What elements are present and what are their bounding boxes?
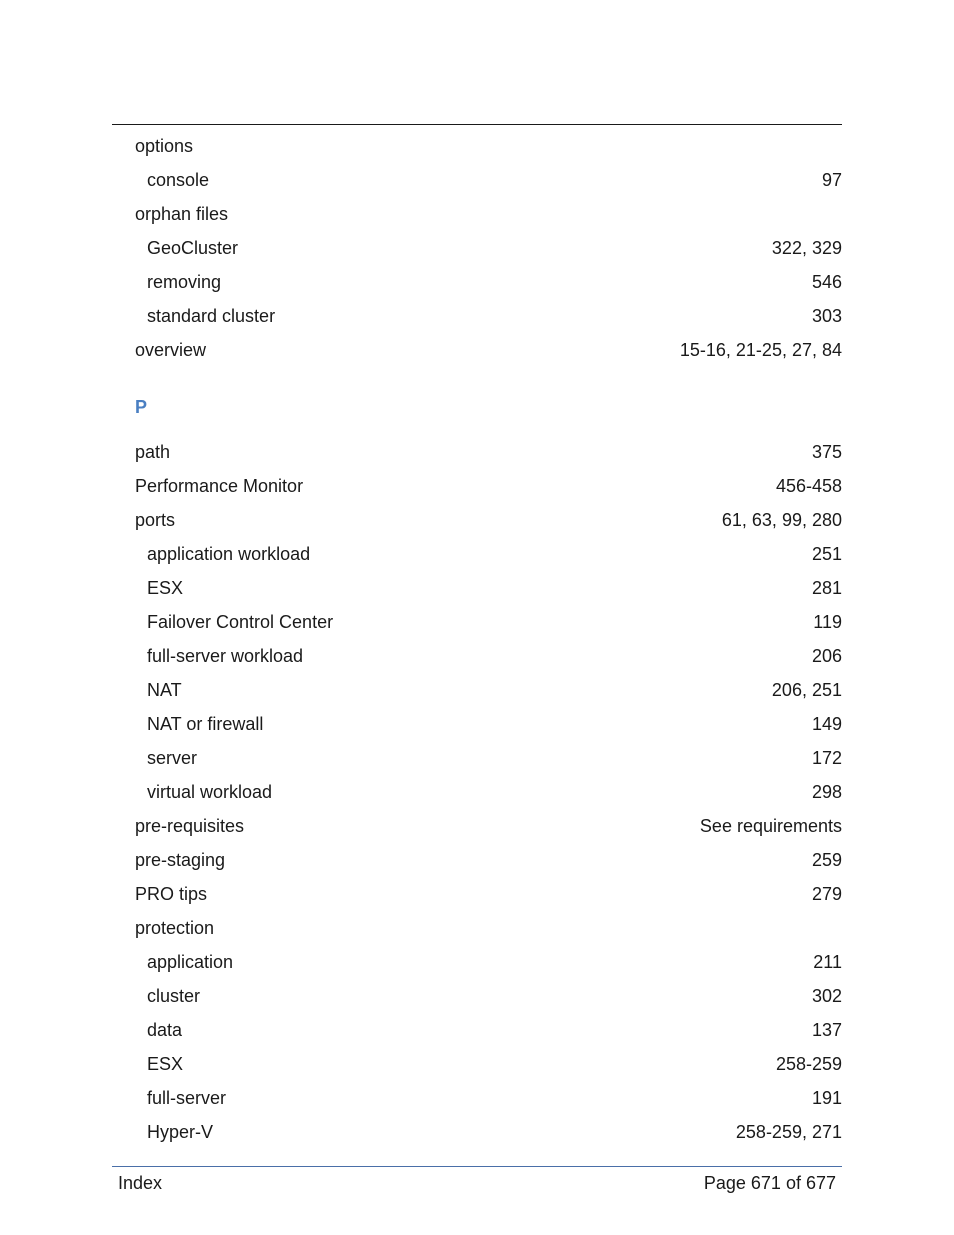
index-term: full-server bbox=[147, 1088, 227, 1108]
index-page-refs: 546 bbox=[811, 272, 842, 292]
index-page-refs: 97 bbox=[821, 170, 842, 190]
index-term: Performance Monitor bbox=[135, 476, 304, 496]
index-group-p bbox=[112, 435, 842, 1149]
index-term: NAT or firewall bbox=[147, 714, 264, 734]
index-page-refs: 119 bbox=[813, 612, 842, 632]
section-letter: P bbox=[135, 397, 148, 417]
index-entry bbox=[112, 129, 842, 163]
index-page-refs: 172 bbox=[811, 748, 842, 768]
index-group-o bbox=[112, 129, 842, 367]
index-page-refs: 191 bbox=[811, 1088, 842, 1108]
index-term: pre-requisites bbox=[135, 816, 245, 836]
index-term: protection bbox=[135, 918, 215, 938]
index-term: virtual workload bbox=[147, 782, 273, 802]
index-entry bbox=[112, 197, 842, 231]
index-page-refs: 279 bbox=[811, 884, 842, 904]
index-entry bbox=[112, 333, 842, 367]
index-page-refs: See requirements bbox=[699, 816, 842, 836]
index-term: server bbox=[147, 748, 198, 768]
index-term: removing bbox=[147, 272, 222, 292]
index-page-refs: 259 bbox=[811, 850, 842, 870]
index-page-refs: 206, 251 bbox=[771, 680, 842, 700]
index-subentry bbox=[112, 1047, 842, 1081]
index-entry bbox=[112, 877, 842, 911]
index-page-refs: 61, 63, 99, 280 bbox=[721, 510, 842, 530]
index-term: full-server workload bbox=[147, 646, 304, 666]
header-rule bbox=[112, 124, 842, 125]
index-entry bbox=[112, 435, 842, 469]
index-list bbox=[112, 129, 842, 1149]
index-subentry bbox=[112, 673, 842, 707]
index-subentry bbox=[112, 537, 842, 571]
index-term: ports bbox=[135, 510, 176, 530]
index-subentry bbox=[112, 979, 842, 1013]
index-entry bbox=[112, 469, 842, 503]
index-subentry bbox=[112, 265, 842, 299]
index-subentry bbox=[112, 571, 842, 605]
index-term: NAT bbox=[147, 680, 182, 700]
index-subentry bbox=[112, 741, 842, 775]
index-subentry bbox=[112, 299, 842, 333]
index-subentry bbox=[112, 1013, 842, 1047]
index-term: console bbox=[147, 170, 210, 190]
index-subentry bbox=[112, 639, 842, 673]
index-page-refs: 303 bbox=[811, 306, 842, 326]
index-term: PRO tips bbox=[135, 884, 208, 904]
index-page-refs: 298 bbox=[811, 782, 842, 802]
index-page-refs: 251 bbox=[811, 544, 842, 564]
index-term: pre-staging bbox=[135, 850, 226, 870]
index-page-refs: 322, 329 bbox=[771, 238, 842, 258]
index-term: options bbox=[135, 136, 194, 156]
index-subentry bbox=[112, 707, 842, 741]
index-page-refs: 206 bbox=[811, 646, 842, 666]
index-page-refs: 281 bbox=[811, 578, 842, 598]
index-page-refs: 258-259, 271 bbox=[735, 1122, 842, 1142]
index-term: overview bbox=[135, 340, 207, 360]
index-term: orphan files bbox=[135, 204, 229, 224]
index-term: Failover Control Center bbox=[147, 612, 334, 632]
index-page-refs: 149 bbox=[811, 714, 842, 734]
index-term: application bbox=[147, 952, 234, 972]
index-term: application workload bbox=[147, 544, 311, 564]
index-subentry bbox=[112, 605, 842, 639]
index-page-refs: 258-259 bbox=[775, 1054, 842, 1074]
index-page-refs: 211 bbox=[813, 952, 842, 972]
index-subentry bbox=[112, 1081, 842, 1115]
index-entry bbox=[112, 843, 842, 877]
index-page-refs: 302 bbox=[811, 986, 842, 1006]
index-subentry bbox=[112, 775, 842, 809]
index-page-refs: 456-458 bbox=[775, 476, 842, 496]
index-page-refs: 137 bbox=[811, 1020, 842, 1040]
index-term: path bbox=[135, 442, 171, 462]
index-term: ESX bbox=[147, 578, 184, 598]
footer-section: Index bbox=[118, 1173, 163, 1193]
index-subentry bbox=[112, 945, 842, 979]
index-term: cluster bbox=[147, 986, 201, 1006]
index-term: Hyper-V bbox=[147, 1122, 214, 1142]
index-entry bbox=[112, 911, 842, 945]
index-term: GeoCluster bbox=[147, 238, 239, 258]
index-subentry bbox=[112, 1115, 842, 1149]
index-subentry bbox=[112, 163, 842, 197]
index-term: standard cluster bbox=[147, 306, 276, 326]
footer-rule bbox=[112, 1166, 842, 1167]
index-term: ESX bbox=[147, 1054, 184, 1074]
index-subentry bbox=[112, 231, 842, 265]
index-page-refs: 375 bbox=[811, 442, 842, 462]
index-entry bbox=[112, 809, 842, 843]
index-term: data bbox=[147, 1020, 183, 1040]
footer-page-number: Page 671 of 677 bbox=[703, 1173, 836, 1193]
index-entry bbox=[112, 503, 842, 537]
index-page-refs: 15-16, 21-25, 27, 84 bbox=[679, 340, 842, 360]
